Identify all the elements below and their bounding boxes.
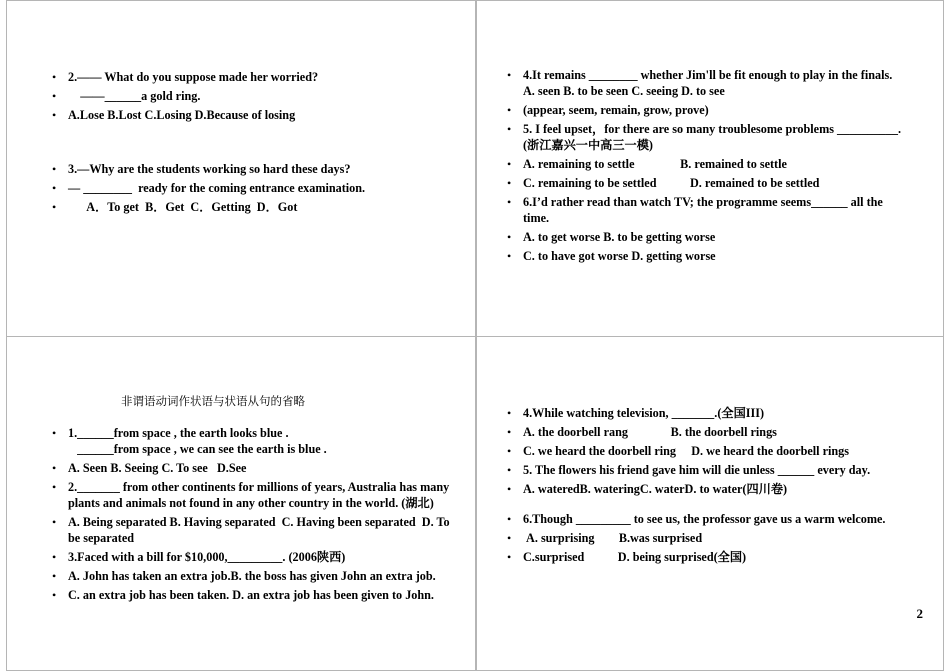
list-item: • 1.______from space , the earth looks blue . ______from space , we can see the earth is blue . [52, 425, 462, 457]
question-list [52, 425, 462, 606]
section-title: 非谓语动词作状语与状语从句的省略 [121, 394, 305, 408]
list-item: • A．To get B．Get C．Getting D．Got [52, 199, 462, 215]
list-item: • A. to get worse B. to be getting worse [507, 229, 907, 245]
list-item: • 2.—— What do you suppose made her worried? [52, 69, 462, 85]
slide-panel-bottom-right [476, 336, 944, 671]
list-item: • 3.—Why are the students working so hard these days? [52, 161, 462, 177]
page-number: 2 [916, 606, 923, 621]
list-item: • C. we heard the doorbell ring D. we heard the doorbell rings [507, 443, 927, 459]
list-item: • A. remaining to settle B. remained to settle [507, 156, 907, 172]
list-item: • C. remaining to be settled D. remained to be settled [507, 175, 907, 191]
list-item: • — ________ ready for the coming entrance examination. [52, 180, 462, 196]
list-item: • A. Seen B. Seeing C. To see D.See [52, 460, 462, 476]
list-item: • C. to have got worse D. getting worse [507, 248, 907, 264]
list-item: • 4.While watching television, _______.(全国III) [507, 405, 927, 421]
list-item: • C.surprised D. being surprised(全国) [507, 549, 927, 565]
list-item: • 5. I feel upset，for there are so many troublesome problems __________. (浙江嘉兴一中高三一模) [507, 121, 907, 153]
list-item: • 5. The flowers his friend gave him will die unless ______ every day. [507, 462, 927, 478]
list-item: • 6.I’d rather read than watch TV; the programme seems______ all the time. [507, 194, 907, 226]
slide-panel-bottom-left [6, 336, 476, 671]
list-item: • A. surprising B.was surprised [507, 530, 927, 546]
list-item: • A. John has taken an extra job.B. the boss has given John an extra job. [52, 568, 462, 584]
list-item: • A. wateredB. wateringC. waterD. to water(四川卷) [507, 481, 927, 497]
list-item: • 4.It remains ________ whether Jim'll be fit enough to play in the finals. A. seen B. to be seen C. seeing D. to see [507, 67, 907, 99]
list-item: • 2._______ from other continents for millions of years, Australia has many plants and animals not found in any other country in the world. (湖北) [52, 479, 462, 511]
list-item: • A. the doorbell rang B. the doorbell rings [507, 424, 927, 440]
question-list [52, 69, 462, 218]
slide-panel-top-right [476, 0, 944, 337]
question-list [507, 405, 927, 568]
list-item: • 6.Though _________ to see us, the professor gave us a warm welcome. [507, 511, 927, 527]
list-item: • A.Lose B.Lost C.Losing D.Because of losing [52, 107, 462, 123]
list-item: • (appear, seem, remain, grow, prove) [507, 102, 907, 118]
list-item: • ——______a gold ring. [52, 88, 462, 104]
slide-panel-top-left [6, 0, 476, 337]
list-item: • A. Being separated B. Having separated C. Having been separated D. To be separated [52, 514, 462, 546]
question-list [507, 67, 907, 267]
list-item: • 3.Faced with a bill for $10,000,_________. (2006陕西) [52, 549, 462, 565]
list-item: • C. an extra job has been taken. D. an extra job has been given to John. [52, 587, 462, 603]
